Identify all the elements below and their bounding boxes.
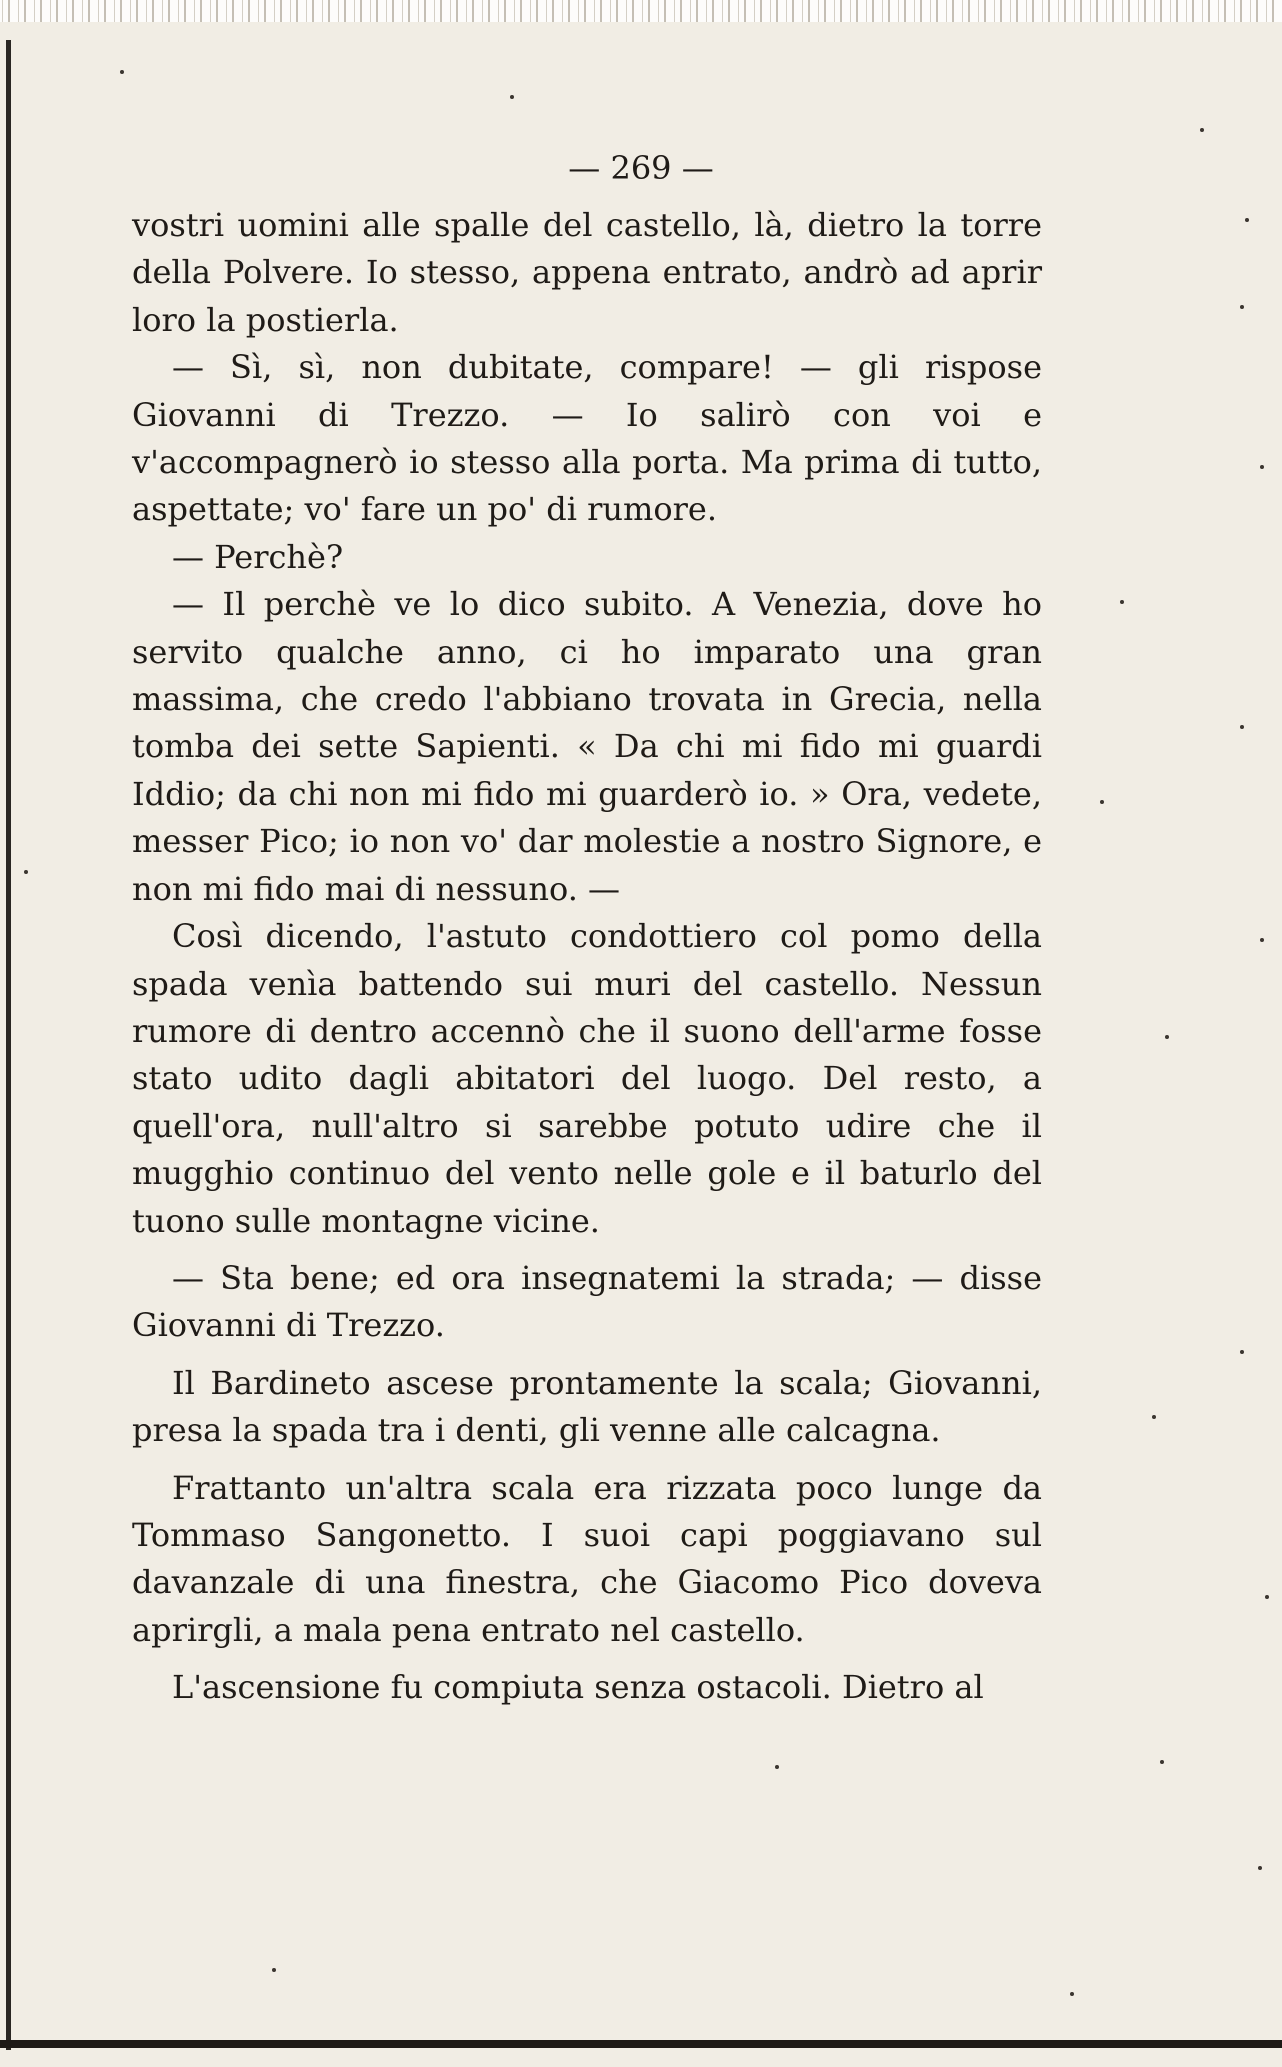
page-number: — 269 — <box>568 149 714 187</box>
scan-speck <box>1240 725 1244 729</box>
scan-speck <box>1200 128 1204 132</box>
scan-speck <box>1260 465 1264 469</box>
paragraph: Frattanto un'altra scala era rizzata poco lunge da Tommaso Sangonetto. I suoi capi poggiavano sul davanzale di una finestra, che Giacomo Pico doveva aprirgli, a mala pena entrato nel castello. <box>132 1468 1042 1649</box>
paragraph: — Il perchè ve lo dico subito. A Venezia, dove ho servito qualche anno, ci ho imparato una gran massima, che credo l'abbiano trovata in Grecia, nella tomba dei sette Sapienti. « Da chi mi fido mi guardi Iddio; da chi non mi fido mi guarderò io. » Ora, vedete, messer Pico; io non vo' dar molestie a nostro Signore, e non mi fido mai di nessuno. — <box>132 585 1042 908</box>
scan-speck <box>1100 800 1104 804</box>
scan-speck <box>1240 305 1244 309</box>
scan-speck <box>1265 1595 1269 1599</box>
scan-bottom-border <box>0 2040 1282 2048</box>
scan-speck <box>1160 1760 1164 1764</box>
scan-speck <box>1245 218 1249 222</box>
scan-speck <box>24 870 28 874</box>
paragraph: L'ascensione fu compiuta senza ostacoli. Dietro al <box>172 1668 984 1707</box>
paragraph: — Perchè? <box>172 537 344 576</box>
scan-speck <box>120 70 124 74</box>
scan-speck <box>1258 1866 1262 1870</box>
scan-speck <box>1260 938 1264 942</box>
scan-speck <box>775 1765 779 1769</box>
scan-speck <box>1152 1415 1156 1419</box>
body-text <box>132 202 1042 1712</box>
paragraph: — Sta bene; ed ora insegnatemi la strada; — disse Giovanni di Trezzo. <box>132 1258 1042 1345</box>
scan-speck <box>1120 600 1124 604</box>
paragraph: Così dicendo, l'astuto condottiero col pomo della spada venìa battendo sui muri del castello. Nessun rumore di dentro accennò che il suono dell'arme fosse stato udito dagli abitatori del luogo. Del resto, a quell'ora, null'altro si sarebbe potuto udire che il mugghio continuo del vento nelle gole e il baturlo del tuono sulle montagne vicine. <box>132 917 1042 1240</box>
scan-speck <box>272 1968 276 1972</box>
scan-speck <box>1070 1992 1074 1996</box>
paragraph: — Sì, sì, non dubitate, compare! — gli rispose Giovanni di Trezzo. — Io salirò con voi e v'accompagnerò io stesso alla porta. Ma prima di tutto, aspettate; vo' fare un po' di rumore. <box>132 348 1042 529</box>
scan-speck <box>1240 1350 1244 1354</box>
scan-speck <box>510 95 514 99</box>
scan-speck <box>1165 1035 1169 1039</box>
paragraph: vostri uomini alle spalle del castello, là, dietro la torre della Polvere. Io stesso, appena entrato, andrò ad aprir loro la postierla. <box>132 206 1042 339</box>
paragraph: Il Bardineto ascese prontamente la scala; Giovanni, presa la spada tra i denti, gli venne alle calcagna. <box>132 1363 1042 1450</box>
scan-left-border <box>6 40 11 2050</box>
scan-top-edge <box>0 0 1282 22</box>
